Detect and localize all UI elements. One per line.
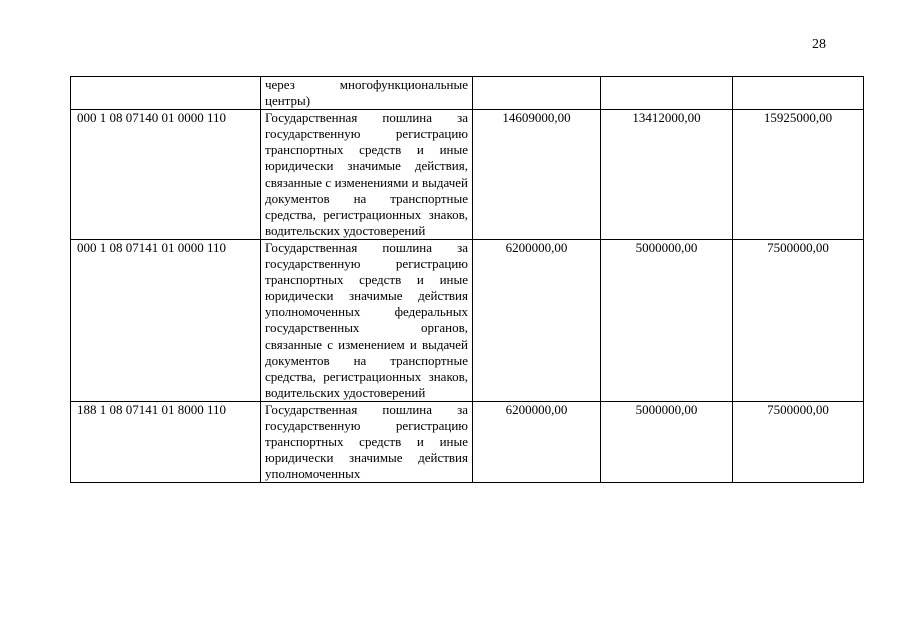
amount-year3-cell [733,77,864,110]
table-row [71,77,864,110]
amount-year1-cell: 14609000,00 [473,110,601,240]
amount-year1-cell [473,77,601,110]
amount-year1-cell: 6200000,00 [473,401,601,482]
amount-year2-cell: 5000000,00 [601,401,733,482]
description-cell: Государственная пошлина за государственную регистрацию транспортных средств и иные юридически значимые действия уполномоченных [261,401,473,482]
amount-year2-cell: 13412000,00 [601,110,733,240]
budget-code-cell: 188 1 08 07141 01 8000 110 [71,401,261,482]
amount-year2-cell: 5000000,00 [601,239,733,401]
amount-year3-cell: 15925000,00 [733,110,864,240]
amount-year3-cell: 7500000,00 [733,239,864,401]
budget-code-cell [71,77,261,110]
budget-code-cell: 000 1 08 07140 01 0000 110 [71,110,261,240]
table-row [71,239,864,401]
amount-year1-cell: 6200000,00 [473,239,601,401]
amount-year2-cell [601,77,733,110]
description-cell: через многофункциональные центры) [261,77,473,110]
amount-year3-cell: 7500000,00 [733,401,864,482]
budget-code-cell: 000 1 08 07141 01 0000 110 [71,239,261,401]
description-cell: Государственная пошлина за государственную регистрацию транспортных средств и иные юридически значимые действия, связанные с изменениями и выдачей документов на транспортные средства, регистрационных знаков, водительских удостоверений [261,110,473,240]
revenue-table [70,76,864,483]
description-cell: Государственная пошлина за государственную регистрацию транспортных средств и иные юридически значимые действия уполномоченных федеральных государственных органов, связанные с изменением и выдачей документов на транспортные средства, регистрационных знаков, водительских удостоверений [261,239,473,401]
table-row [71,401,864,482]
table-row [71,110,864,240]
page-number: 28 [812,37,826,52]
